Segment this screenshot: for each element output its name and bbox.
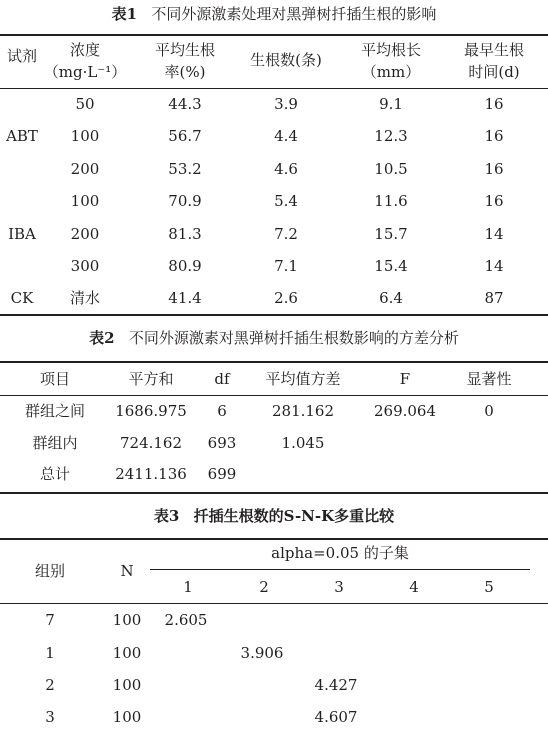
t3-header-subset-5: 5 [484, 578, 494, 596]
table2-title: 不同外源激素对黑弹树扦插生根数影响的方差分析 [128, 329, 459, 347]
t2-cell-mean-square: 1.045 [281, 434, 325, 452]
t1-group-abt: ABT [6, 127, 38, 145]
t1-cell-earliest-day: 16 [484, 127, 504, 145]
table3-header-rule [0, 603, 548, 604]
t3-cell-n: 100 [112, 644, 142, 662]
t1-cell-root-count: 5.4 [274, 192, 298, 210]
t1-cell-earliest-day: 14 [484, 225, 504, 243]
t2-header-sum-squares: 平方和 [128, 370, 174, 388]
t3-header-subset-2: 2 [259, 578, 269, 596]
t1-cell-concentration: 100 [70, 127, 100, 145]
t1-cell-root-length: 9.1 [379, 95, 403, 113]
t1-cell-root-count: 7.2 [274, 225, 298, 243]
t1-cell-root-count: 2.6 [274, 289, 298, 307]
t1-cell-rooting-rate: 41.4 [168, 289, 202, 307]
t2-header-df: df [214, 370, 230, 388]
table3-top-rule [0, 538, 548, 540]
t1-cell-earliest-day: 16 [484, 95, 504, 113]
t3-cell-subset-3: 4.607 [314, 708, 358, 726]
t3-cell-subset-2: 3.906 [240, 644, 284, 662]
t1-header-rooting-rate: 平均生根 [154, 41, 216, 59]
table3-title: 扦插生根数的S-N-K多重比较 [193, 507, 395, 525]
t1-header-concentration: 浓度 [69, 41, 101, 59]
table3-number: 表3 [153, 507, 180, 525]
t1-cell-earliest-day: 16 [484, 160, 504, 178]
t1-cell-rooting-rate: 81.3 [168, 225, 202, 243]
t3-cell-n: 100 [112, 611, 142, 629]
t2-cell-sum-squares: 724.162 [119, 434, 183, 452]
t3-header-subset-3: 3 [334, 578, 344, 596]
t2-cell-item: 群组内 [32, 434, 78, 452]
t1-cell-rooting-rate: 70.9 [168, 192, 202, 210]
table2-caption [0, 328, 548, 348]
t2-header-f: F [399, 370, 411, 388]
t1-cell-root-length: 12.3 [374, 127, 408, 145]
table2-bottom-rule [0, 492, 548, 494]
t1-header-earliest-rooting: 最早生根 [463, 41, 525, 59]
t2-cell-df: 6 [217, 402, 227, 420]
t1-header-reagent: 试剂 [6, 47, 38, 65]
t3-cell-n: 100 [112, 676, 142, 694]
t1-group-iba: IBA [8, 225, 36, 243]
t1-cell-rooting-rate: 53.2 [168, 160, 202, 178]
t3-header-subset-4: 4 [409, 578, 419, 596]
t1-cell-earliest-day: 87 [484, 289, 504, 307]
t1-cell-earliest-day: 14 [484, 257, 504, 275]
t3-header-group: 组别 [34, 562, 66, 580]
table1-top-rule [0, 34, 548, 36]
t1-cell-root-count: 4.4 [274, 127, 298, 145]
table1-caption [0, 4, 548, 24]
t1-header-root-length-unit: （mm） [361, 63, 421, 81]
t2-cell-df: 699 [207, 465, 237, 483]
t2-cell-mean-square: 281.162 [271, 402, 335, 420]
t1-cell-rooting-rate: 44.3 [168, 95, 202, 113]
t1-group-ck: CK [10, 289, 34, 307]
t2-cell-f: 269.064 [373, 402, 437, 420]
t1-cell-concentration: 100 [70, 192, 100, 210]
table3-caption [0, 506, 548, 526]
t3-cell-group: 3 [45, 708, 55, 726]
table1-number: 表1 [111, 5, 138, 23]
t1-cell-root-count: 4.6 [274, 160, 298, 178]
t1-cell-root-length: 15.7 [374, 225, 408, 243]
t1-cell-root-count: 7.1 [274, 257, 298, 275]
t3-cell-group: 1 [45, 644, 55, 662]
t1-header-rooting-rate-unit: 率(%) [164, 63, 206, 81]
t3-cell-subset-1: 2.605 [164, 611, 208, 629]
t1-cell-concentration: 清水 [69, 289, 101, 307]
t1-cell-root-length: 10.5 [374, 160, 408, 178]
t1-cell-rooting-rate: 80.9 [168, 257, 202, 275]
t1-cell-root-length: 6.4 [379, 289, 403, 307]
t2-cell-sum-squares: 1686.975 [115, 402, 187, 420]
table2-number: 表2 [89, 329, 115, 347]
t2-header-mean-square: 平均值方差 [265, 370, 341, 388]
table1-title: 不同外源激素处理对黑弹树扦插生根的影响 [151, 5, 437, 23]
t2-cell-item: 总计 [39, 465, 71, 483]
table1-header-rule [0, 88, 548, 89]
table1-bottom-rule [0, 314, 548, 316]
t3-header-subset-1: 1 [183, 578, 193, 596]
t1-cell-concentration: 50 [75, 95, 95, 113]
t1-header-concentration-unit: （mg·L⁻¹） [43, 63, 127, 81]
t1-header-earliest-rooting-unit: 时间(d) [468, 63, 520, 81]
t1-header-root-count: 生根数(条) [250, 51, 322, 69]
t3-header-n: N [120, 562, 134, 580]
table2-header-rule [0, 395, 548, 396]
t2-cell-significance: 0 [484, 402, 494, 420]
t1-cell-concentration: 200 [70, 225, 100, 243]
t3-header-subset: alpha=0.05 的子集 [271, 544, 409, 562]
t2-cell-sum-squares: 2411.136 [115, 465, 187, 483]
table2-top-rule [0, 361, 548, 363]
t1-cell-concentration: 200 [70, 160, 100, 178]
t3-cell-group: 7 [45, 611, 55, 629]
t1-cell-concentration: 300 [70, 257, 100, 275]
t3-cell-n: 100 [112, 708, 142, 726]
t1-cell-earliest-day: 16 [484, 192, 504, 210]
t2-cell-item: 群组之间 [24, 402, 86, 420]
t1-cell-root-count: 3.9 [274, 95, 298, 113]
t1-header-root-length: 平均根长 [360, 41, 422, 59]
t2-cell-df: 693 [207, 434, 237, 452]
t3-cell-subset-3: 4.427 [314, 676, 358, 694]
t3-cell-group: 2 [45, 676, 55, 694]
t2-header-significance: 显著性 [466, 370, 512, 388]
t3-subset-rule [150, 569, 530, 570]
t1-cell-root-length: 15.4 [374, 257, 408, 275]
t1-cell-root-length: 11.6 [374, 192, 408, 210]
t1-cell-rooting-rate: 56.7 [168, 127, 202, 145]
t2-header-item: 项目 [39, 370, 71, 388]
